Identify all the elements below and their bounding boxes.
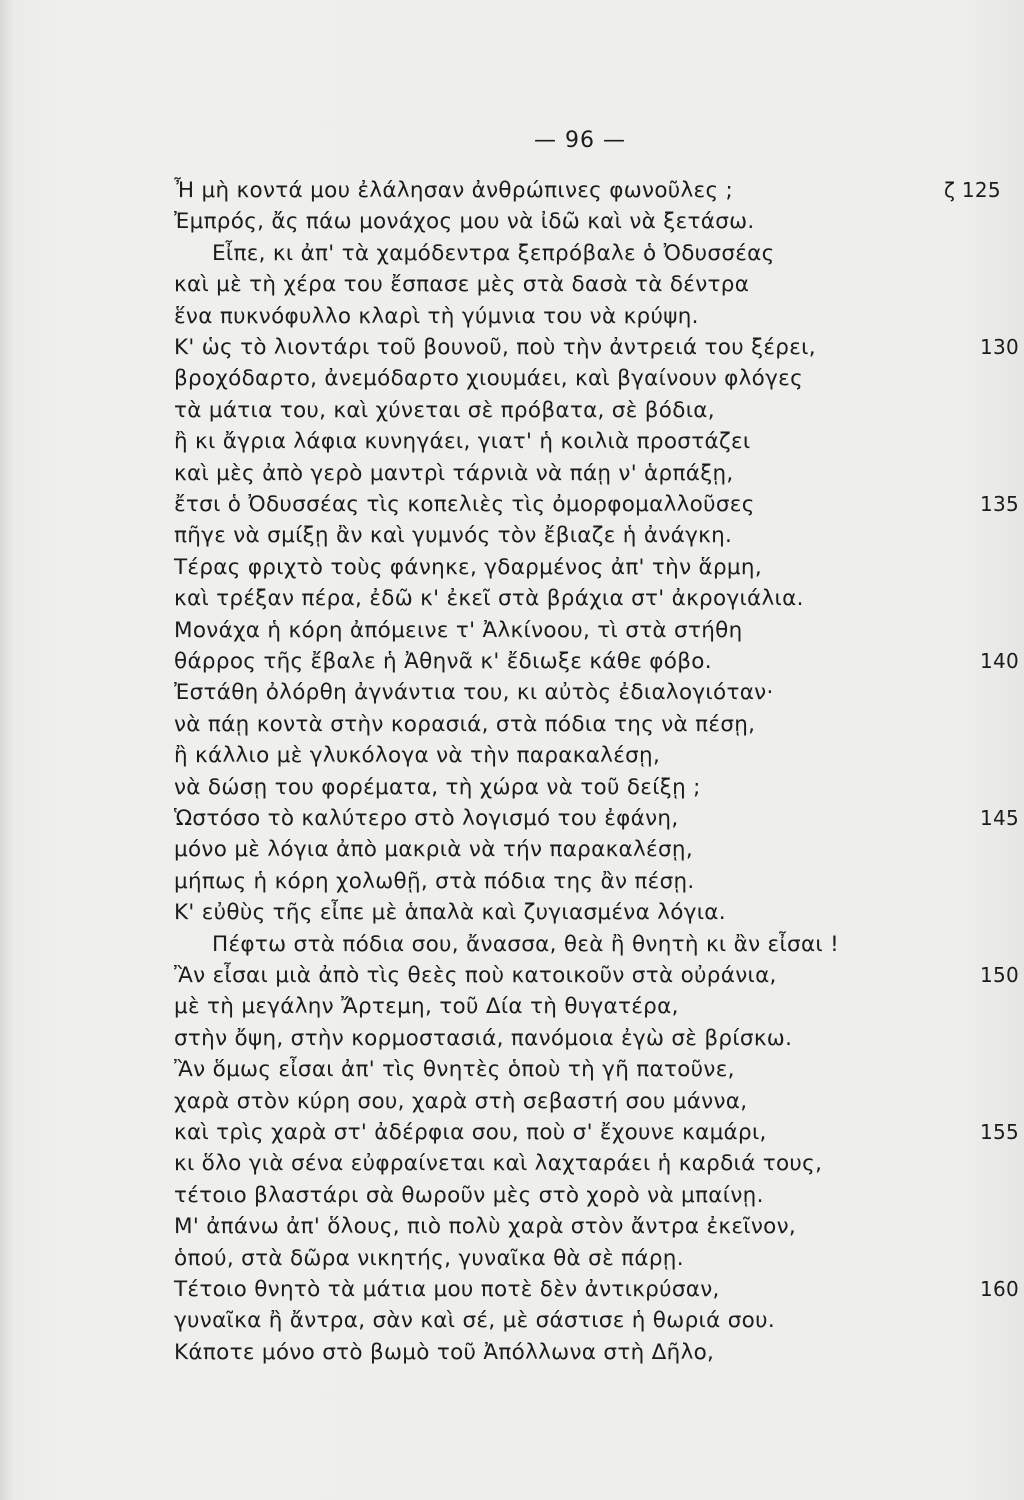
verse-line bbox=[0, 586, 1024, 620]
verse-line-text: πῆγε νὰ σμίξῃ ἂν καὶ γυμνός τὸν ἔβιαζε ἡ ἀνάγκη. bbox=[174, 523, 733, 549]
verse-line bbox=[0, 1089, 1024, 1123]
verse-line-text: γυναῖκα ἢ ἄντρα, σὰν καὶ σέ, μὲ σάστισε ἡ θωριά σου. bbox=[174, 1308, 775, 1334]
verse-line-text: ἢ κι ἄγρια λάφια κυνηγάει, γιατ' ἡ κοιλιὰ προστάζει bbox=[174, 429, 751, 455]
line-number: 145 bbox=[980, 806, 1020, 830]
verse-line-text: ἢ κάλλιο μὲ γλυκόλογα νὰ τὴν παρακαλέσῃ, bbox=[174, 743, 661, 769]
verse-line-text: ὁπού, στὰ δῶρα νικητής, γυναῖκα θὰ σὲ πάρῃ. bbox=[174, 1245, 684, 1271]
line-number: 135 bbox=[980, 492, 1020, 516]
verse-line-text: βροχόδαρτο, ἀνεμόδαρτο χιουμάει, καὶ βγαίνουν φλόγες bbox=[174, 366, 804, 392]
verse-line-text: μήπως ἡ κόρη χολωθῇ, στὰ πόδια της ἂν πέσῃ. bbox=[174, 868, 695, 894]
verse-line bbox=[0, 618, 1024, 652]
verse-line bbox=[0, 1277, 1024, 1311]
verse-line bbox=[0, 963, 1024, 997]
line-number: 150 bbox=[980, 963, 1020, 987]
verse-line-text: Τέρας φριχτὸ τοὺς φάνηκε, γδαρμένος ἀπ' τὴν ἅρμη, bbox=[174, 554, 762, 580]
verse-line-text: Ἦ μὴ κοντά μου ἐλάλησαν ἀνθρώπινες φωνοῦλες ; bbox=[174, 178, 734, 203]
line-number: 155 bbox=[980, 1120, 1020, 1144]
verse-line bbox=[0, 1151, 1024, 1185]
verse-line-text: καὶ μὲ τὴ χέρα του ἔσπασε μὲς στὰ δασὰ τὰ δέντρα bbox=[174, 272, 750, 298]
verse-line bbox=[0, 1026, 1024, 1060]
verse-line-text: χαρὰ στὸν κύρη σου, χαρὰ στὴ σεβαστή σου μάννα, bbox=[174, 1088, 748, 1114]
verse-line-text: Κ' εὐθὺς τῆς εἶπε μὲ ἁπαλὰ καὶ ζυγιασμένα λόγια. bbox=[174, 900, 726, 926]
verse-line-text: Ἂν εἶσαι μιὰ ἀπὸ τὶς θεὲς ποὺ κατοικοῦν στὰ οὐράνια, bbox=[174, 963, 777, 988]
verse-line-text: Κάποτε μόνο στὸ βωμὸ τοῦ Ἀπόλλωνα στὴ Δῆλο, bbox=[174, 1339, 715, 1365]
verse-line-text: τέτοιο βλαστάρι σὰ θωροῦν μὲς στὸ χορὸ νὰ μπαίνῃ. bbox=[174, 1182, 764, 1208]
verse-line-text: καὶ μὲς ἀπὸ γερὸ μαντρὶ τάρνιὰ νὰ πάῃ ν' ἁρπάξῃ, bbox=[174, 460, 734, 486]
verse-line bbox=[0, 806, 1024, 840]
verse-line bbox=[0, 994, 1024, 1028]
verse-line-text: θάρρος τῆς ἔβαλε ἡ Ἀθηνᾶ κ' ἔδιωξε κάθε φόβο. bbox=[174, 649, 712, 674]
verse-line-text: Ὡστόσο τὸ καλύτερο στὸ λογισμό του ἐφάνη, bbox=[174, 806, 679, 831]
line-number: 160 bbox=[980, 1277, 1020, 1301]
verse-line-text: κι ὅλο γιὰ σένα εὐφραίνεται καὶ λαχταράει ἡ καρδιά τους, bbox=[174, 1151, 823, 1177]
verse-line bbox=[0, 398, 1024, 432]
verse-line bbox=[0, 1246, 1024, 1280]
verse-line bbox=[0, 837, 1024, 871]
verse-line-text: Πέφτω στὰ πόδια σου, ἄνασσα, θεὰ ἢ θνητὴ κι ἂν εἶσαι ! bbox=[212, 931, 840, 957]
verse-line bbox=[0, 366, 1024, 400]
verse-line bbox=[0, 335, 1024, 369]
page-number: — 96 — bbox=[534, 128, 626, 153]
verse-line bbox=[0, 1214, 1024, 1248]
verse-line-text: νὰ πάῃ κοντὰ στὴν κορασιά, στὰ πόδια της νὰ πέσῃ, bbox=[174, 711, 756, 737]
verse-line-text: ἕνα πυκνόφυλλο κλαρὶ τὴ γύμνια του νὰ κρύψη. bbox=[174, 303, 699, 329]
verse-line bbox=[0, 1120, 1024, 1154]
verse-line-text: Μονάχα ἡ κόρη ἀπόμεινε τ' Ἀλκίνοου, τὶ στὰ στήθη bbox=[174, 617, 743, 643]
verse-line bbox=[0, 680, 1024, 714]
verse-line bbox=[0, 775, 1024, 809]
verse-line-text: καὶ τρὶς χαρὰ στ' ἀδέρφια σου, ποὺ σ' ἔχουνε καμάρι, bbox=[174, 1120, 767, 1145]
verse-line-text: Μ' ἀπάνω ἀπ' ὅλους, πιὸ πολὺ χαρὰ στὸν ἄντρα ἐκεῖνον, bbox=[174, 1214, 797, 1240]
verse-line-text: Κ' ὡς τὸ λιοντάρι τοῦ βουνοῦ, ποὺ τὴν ἀντρειά του ξέρει, bbox=[174, 335, 816, 360]
verse-line-text: καὶ τρέξαν πέρα, ἐδῶ κ' ἐκεῖ στὰ βράχια στ' ἀκρογιάλια. bbox=[174, 586, 804, 612]
verse-line bbox=[0, 523, 1024, 557]
verse-line-text: στὴν ὄψη, στὴν κορμοστασιά, πανόμοια ἐγὼ σὲ βρίσκω. bbox=[174, 1025, 793, 1051]
verse-line-text: νὰ δώσῃ του φορέματα, τὴ χώρα νὰ τοῦ δείξῃ ; bbox=[174, 774, 701, 800]
verse-line-text: μὲ τὴ μεγάλην Ἄρτεμη, τοῦ Δία τὴ θυγατέρα, bbox=[174, 994, 679, 1020]
verse-line bbox=[0, 869, 1024, 903]
verse-line bbox=[0, 1057, 1024, 1091]
verse-line bbox=[0, 304, 1024, 338]
verse-line bbox=[0, 712, 1024, 746]
verse-line bbox=[0, 178, 1024, 212]
verse-line bbox=[0, 649, 1024, 683]
verse-line bbox=[0, 900, 1024, 934]
verse-line bbox=[0, 743, 1024, 777]
verse-line bbox=[0, 272, 1024, 306]
verse-line bbox=[0, 492, 1024, 526]
line-number: 130 bbox=[980, 335, 1020, 359]
verse-line-text: Τέτοιο θνητὸ τὰ μάτια μου ποτὲ δὲν ἀντικρύσαν, bbox=[174, 1277, 720, 1302]
verse-line-text: Ἐμπρός, ἄς πάω μονάχος μου νὰ ἰδῶ καὶ νὰ ξετάσω. bbox=[174, 209, 755, 235]
verse-line-text: Ἐστάθη ὀλόρθη ἀγνάντια του, κι αὐτὸς ἐδιαλογιόταν· bbox=[174, 680, 774, 706]
verse-line-text: Εἶπε, κι ἀπ' τὰ χαμόδεντρα ξεπρόβαλε ὁ Ὀδυσσέας bbox=[212, 240, 775, 266]
line-number: ζ 125 bbox=[944, 178, 1001, 202]
verse-line-text: ἔτσι ὁ Ὀδυσσέας τὶς κοπελιὲς τὶς ὀμορφομαλλοῦσες bbox=[174, 492, 755, 517]
verse-line bbox=[0, 555, 1024, 589]
verse-line bbox=[0, 932, 1024, 966]
verse-line bbox=[0, 241, 1024, 275]
verse-line-text: Ἂν ὅμως εἶσαι ἀπ' τὶς θνητὲς ὁποὺ τὴ γῆ πατοῦνε, bbox=[174, 1057, 735, 1083]
verse-line bbox=[0, 1183, 1024, 1217]
verse-line bbox=[0, 461, 1024, 495]
line-number: 140 bbox=[980, 649, 1020, 673]
verse-line bbox=[0, 209, 1024, 243]
verse-line-text: μόνο μὲ λόγια ἀπὸ μακριὰ νὰ τήν παρακαλέσῃ, bbox=[174, 837, 693, 863]
verse-line bbox=[0, 429, 1024, 463]
verse-line-text: τὰ μάτια του, καὶ χύνεται σὲ πρόβατα, σὲ βόδια, bbox=[174, 397, 715, 423]
verse-line bbox=[0, 1340, 1024, 1374]
verse-line bbox=[0, 1308, 1024, 1342]
